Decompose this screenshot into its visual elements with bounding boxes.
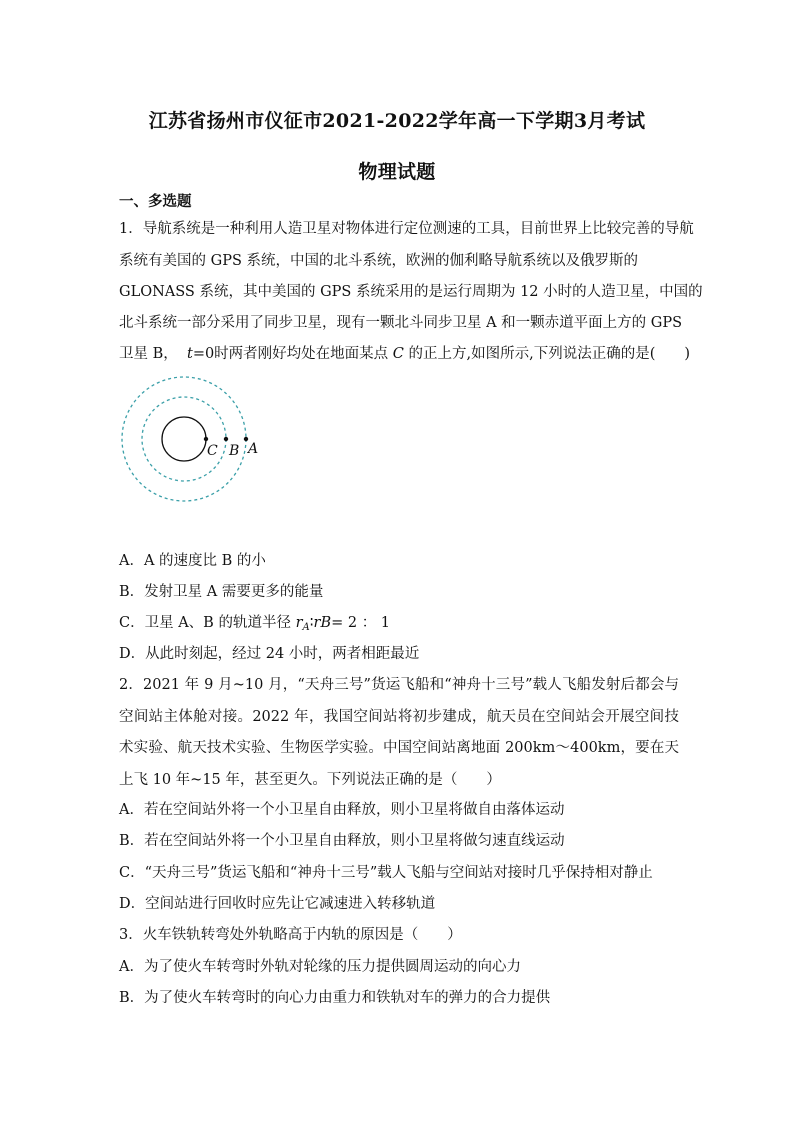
q1-option-b: B．发射卫星 A 需要更多的能量 <box>119 584 324 600</box>
point-c-symbol: C <box>392 346 404 362</box>
time-symbol: t <box>186 346 193 362</box>
radius-subscript: A <box>302 622 310 633</box>
q1-stem-line-5 <box>119 344 690 364</box>
label-c: C <box>207 443 218 459</box>
label-a: A <box>248 441 259 457</box>
q1-stem-line-2: 系统有美国的 GPS 系统，中国的北斗系统，欧洲的伽利略导航系统以及俄罗斯的 <box>119 253 638 269</box>
q2-option-c: C．“天舟三号”货运飞船和“神舟十三号”载人飞船与空间站对接时几乎保持相对静止 <box>119 865 653 881</box>
q1-option-c-suffix: = 2 ： 1 <box>331 615 391 631</box>
q1-stem-line-1: 1．导航系统是一种利用人造卫星对物体进行定位测速的工具，目前世界上比较完善的导航 <box>119 221 694 237</box>
q1-stem-line-3: GLONASS 系统，其中美国的 GPS 系统采用的是运行周期为 12 小时的人造卫星，中国的 <box>119 284 703 300</box>
orbit-b <box>142 397 226 481</box>
section-heading: 一、多选题 <box>119 193 192 210</box>
q1-option-d: D．从此时刻起，经过 24 小时，两者相距最近 <box>119 646 420 662</box>
document-title: 江苏省扬州市仪征市2021-2022学年高一下学期3月考试 <box>148 110 646 132</box>
radius-symbol: r <box>295 615 303 631</box>
q1-option-a: A．A 的速度比 B 的小 <box>119 553 266 569</box>
q1-stem-line-4: 北斗系统一部分采用了同步卫星，现有一颗北斗同步卫星 A 和一颗赤道平面上方的 GPS <box>119 315 683 331</box>
q3-stem: 3．火车铁轨转弯处外轨略高于内轨的原因是（ ） <box>119 927 462 943</box>
ratio-colon: ∶ <box>309 615 314 631</box>
q3-option-a: A．为了使火车转弯时外轨对轮缘的压力提供圆周运动的向心力 <box>119 959 521 975</box>
earth-circle <box>162 417 206 461</box>
document-subtitle: 物理试题 <box>358 161 436 183</box>
q2-option-d: D．空间站进行回收时应先让它减速进入转移轨道 <box>119 896 436 912</box>
q1-option-c-prefix: C．卫星 A、B 的轨道半径 <box>119 615 296 631</box>
radius-b-symbol: rB <box>313 615 332 631</box>
satellite-b-dot <box>224 437 228 441</box>
orbit-diagram <box>119 373 279 513</box>
q2-stem: 2．2021 年 9 月~10 月，“天舟三号”货运飞船和“神舟十三号”载人飞船发射后都会与空间站主体舱对接。2022 年，我国空间站将初步建成，航天员在空间站会开展空间技术实验、航天技术实验、生物医学实验。中国空间站离地面 200km～400km，要在天上飞 10 年~15 年，甚至更久。下列说法正确的是（ ） <box>119 677 679 788</box>
q3-option-b: B．为了使火车转弯时的向心力由重力和铁轨对车的弹力的合力提供 <box>119 990 551 1006</box>
q1-stem-line-5-end: 的正上方,如图所示,下列说法正确的是( ) <box>403 346 691 362</box>
q2-option-a: A．若在空间站外将一个小卫星自由释放，则小卫星将做自由落体运动 <box>119 802 565 818</box>
q1-stem-line-5-start: 卫星 B， <box>119 346 178 362</box>
label-b: B <box>229 443 240 459</box>
point-c-dot <box>204 437 208 441</box>
q2-option-b: B．若在空间站外将一个小卫星自由释放，则小卫星将做匀速直线运动 <box>119 833 565 849</box>
q1-option-c <box>119 613 390 638</box>
q1-stem-line-5-mid: =0时两者刚好均处在地面某点 <box>192 346 393 362</box>
